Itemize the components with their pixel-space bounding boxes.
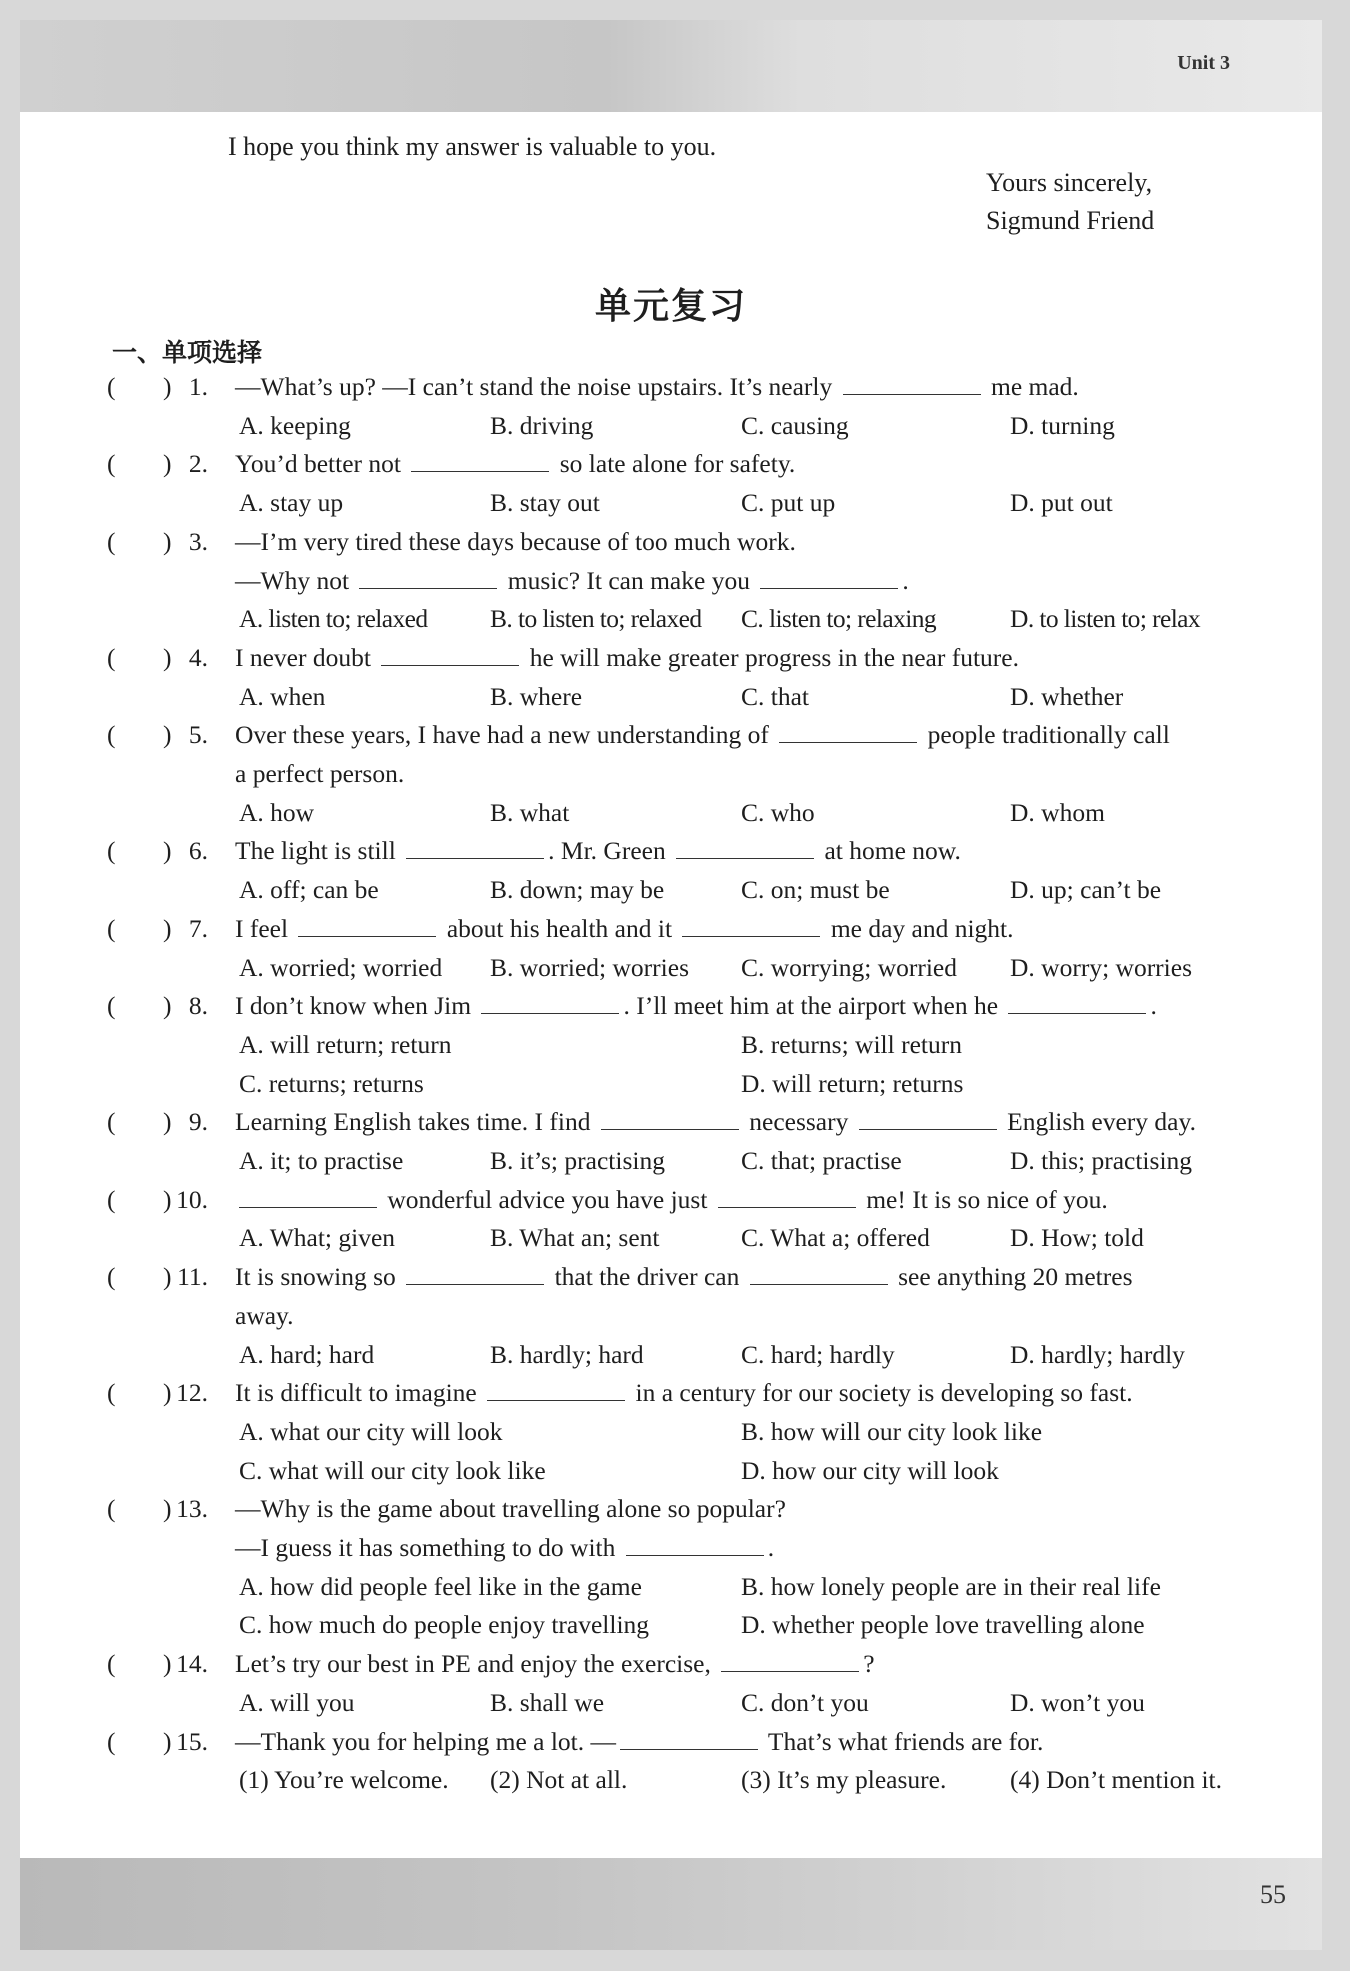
answer-blank[interactable] — [718, 1185, 856, 1208]
option-d: D. how our city will look — [741, 1455, 999, 1485]
question-text — [235, 991, 1157, 1021]
question-text — [235, 1107, 1196, 1137]
question-number: 13. — [176, 1494, 208, 1524]
option-2: B. what — [490, 797, 570, 827]
answer-blank[interactable] — [682, 914, 820, 937]
option-row — [20, 1456, 1322, 1495]
question-text-segment: English every day. — [1000, 1107, 1196, 1137]
question-number: 10. — [176, 1184, 208, 1214]
question-line — [20, 527, 1322, 566]
answer-blank[interactable] — [406, 836, 544, 859]
question-text-segment: . — [1150, 991, 1157, 1021]
option-2: B. to listen to; relaxed — [490, 604, 702, 634]
question-line — [20, 914, 1322, 953]
question-text-segment: music? It can make you — [501, 565, 757, 595]
question-number: 5. — [188, 720, 208, 750]
option-row — [20, 1417, 1322, 1456]
section-title: 单元复习 — [594, 286, 747, 327]
answer-bracket[interactable]: ( ) — [107, 1378, 172, 1408]
question-number: 3. — [188, 526, 208, 556]
question-line — [20, 566, 1322, 605]
question-text-segment: Let’s try our best in PE and enjoy the exercise, — [235, 1649, 718, 1679]
question-text-segment: . — [902, 565, 909, 595]
option-row — [20, 488, 1322, 527]
option-4: (4) Don’t mention it. — [1010, 1765, 1223, 1795]
question-text-segment: at home now. — [818, 836, 961, 866]
question-text — [235, 720, 1170, 750]
answer-bracket[interactable]: ( ) — [107, 720, 172, 750]
question-text — [235, 914, 1014, 944]
answer-blank[interactable] — [843, 372, 981, 395]
option-row — [20, 1340, 1322, 1379]
option-c: C. how much do people enjoy travelling — [239, 1610, 650, 1640]
option-1: (1) You’re welcome. — [239, 1765, 449, 1795]
letter-sign-off: Yours sincerely, — [986, 168, 1153, 197]
question-text — [235, 1378, 1133, 1408]
answer-blank[interactable] — [406, 1262, 544, 1285]
letter-closing-line: I hope you think my answer is valuable to you. — [228, 132, 717, 161]
option-1: A. it; to practise — [239, 1146, 404, 1175]
question-text — [235, 1727, 1043, 1757]
question-text-segment: he will make greater progress in the near future. — [523, 642, 1019, 672]
question-text — [235, 1262, 1133, 1292]
option-4: D. this; practising — [1010, 1146, 1193, 1175]
question-text-segment: me mad. — [984, 372, 1079, 401]
option-a: A. how did people feel like in the game — [239, 1571, 642, 1601]
question-text-segment: Learning English takes time. I find — [235, 1107, 597, 1137]
option-3: C. What a; offered — [741, 1223, 930, 1253]
option-4: D. up; can’t be — [1010, 875, 1162, 905]
question-text-segment: that the driver can — [548, 1262, 746, 1292]
answer-blank[interactable] — [1008, 991, 1146, 1014]
question-text-segment: I feel — [235, 913, 295, 943]
header-band-shadow — [20, 20, 1322, 112]
question-line — [20, 720, 1322, 759]
question-text-segment: people traditionally call — [921, 720, 1170, 750]
answer-bracket[interactable]: ( ) — [107, 1184, 172, 1214]
option-2: B. What an; sent — [490, 1223, 660, 1253]
option-3: C. causing — [741, 410, 849, 440]
option-2: B. stay out — [490, 488, 600, 518]
answer-blank[interactable] — [721, 1649, 859, 1672]
answer-blank[interactable] — [859, 1107, 997, 1130]
question-text-segment: so late alone for safety. — [553, 449, 796, 479]
option-2: B. worried; worries — [490, 952, 689, 982]
question-number: 9. — [188, 1107, 208, 1137]
option-1: A. worried; worried — [239, 952, 443, 982]
answer-blank[interactable] — [381, 643, 519, 666]
option-row — [20, 682, 1322, 721]
option-row — [20, 1146, 1322, 1185]
question-text — [235, 1649, 875, 1679]
question-text — [235, 643, 1019, 673]
question-text — [235, 1494, 786, 1524]
option-2: (2) Not at all. — [490, 1765, 628, 1795]
option-4: D. turning — [1010, 410, 1115, 440]
question-number: 7. — [188, 913, 208, 943]
answer-bracket[interactable]: ( ) — [107, 1262, 172, 1292]
question-text — [235, 1185, 1108, 1215]
answer-bracket[interactable]: ( ) — [107, 1649, 172, 1679]
question-text — [235, 372, 1079, 402]
option-d: D. whether people love travelling alone — [741, 1610, 1145, 1640]
option-4: D. won’t you — [1010, 1687, 1145, 1717]
option-d: D. will return; returns — [741, 1068, 964, 1098]
question-number: 2. — [188, 449, 208, 479]
option-2: B. down; may be — [490, 875, 665, 905]
question-text — [235, 1533, 774, 1563]
answer-bracket[interactable]: ( ) — [107, 449, 172, 479]
answer-blank[interactable] — [779, 720, 917, 743]
part-heading: 一、单项选择 — [112, 338, 263, 367]
answer-blank[interactable] — [626, 1533, 764, 1556]
question-text-segment: It is difficult to imagine — [235, 1378, 484, 1408]
option-c: C. returns; returns — [239, 1068, 424, 1098]
option-3: C. who — [741, 797, 815, 827]
answer-bracket[interactable]: ( ) — [107, 642, 172, 672]
question-number: 6. — [188, 836, 208, 866]
question-line — [20, 372, 1322, 411]
question-text-segment: —I guess it has something to do with — [235, 1533, 622, 1562]
option-3: C. put up — [741, 488, 836, 518]
option-1: A. will you — [239, 1687, 355, 1717]
answer-blank[interactable] — [760, 566, 898, 589]
option-4: D. hardly; hardly — [1010, 1339, 1185, 1369]
answer-blank[interactable] — [620, 1727, 758, 1750]
answer-blank[interactable] — [239, 1185, 377, 1208]
answer-blank[interactable] — [359, 566, 497, 589]
option-2: B. driving — [490, 410, 594, 440]
question-line — [20, 1649, 1322, 1688]
option-b: B. returns; will return — [741, 1029, 962, 1059]
option-3: C. worrying; worried — [741, 952, 958, 982]
question-line — [20, 1494, 1322, 1533]
question-line — [20, 1727, 1322, 1766]
question-text-segment: a perfect person. — [235, 759, 405, 788]
footer-band — [20, 1858, 1322, 1950]
question-text-segment: You’d better not — [235, 449, 408, 479]
unit-label: Unit 3 — [1177, 52, 1230, 74]
question-text-segment: me day and night. — [824, 913, 1014, 943]
option-row — [20, 1223, 1322, 1262]
answer-bracket[interactable]: ( ) — [107, 913, 172, 943]
option-1: A. stay up — [239, 488, 344, 518]
page-number: 55 — [1260, 1880, 1286, 1909]
question-text-segment: —Why is the game about travelling alone so popular? — [235, 1494, 786, 1524]
answer-bracket[interactable]: ( ) — [107, 526, 172, 556]
option-2: B. it’s; practising — [490, 1146, 665, 1175]
question-text-segment: —Thank you for helping me a lot. — — [235, 1726, 617, 1756]
question-number: 12. — [176, 1378, 208, 1408]
answer-bracket[interactable]: ( ) — [107, 991, 172, 1021]
option-row — [20, 411, 1322, 450]
option-4: D. whether — [1010, 681, 1124, 711]
option-b: B. how lonely people are in their real life — [741, 1571, 1161, 1601]
question-line — [20, 1107, 1322, 1146]
option-row — [20, 1765, 1322, 1804]
workbook-page — [20, 20, 1322, 1950]
option-4: D. worry; worries — [1010, 952, 1192, 982]
option-1: A. listen to; relaxed — [239, 604, 428, 634]
answer-bracket[interactable]: ( ) — [107, 1494, 172, 1524]
question-text-segment: . Mr. Green — [548, 836, 673, 866]
answer-bracket[interactable]: ( ) — [107, 372, 172, 401]
option-3: C. listen to; relaxing — [741, 604, 937, 634]
question-text-segment: away. — [235, 1300, 294, 1330]
question-text-segment: wonderful advice you have just — [381, 1184, 714, 1214]
question-text — [235, 759, 404, 789]
question-text — [235, 449, 795, 479]
option-a: A. will return; return — [239, 1029, 452, 1059]
option-row — [20, 1069, 1322, 1108]
question-text-segment: about his health and it — [440, 913, 679, 943]
question-number: 1. — [188, 372, 208, 401]
question-line — [20, 1262, 1322, 1301]
question-text-segment: —Why not — [235, 565, 356, 595]
answer-bracket[interactable]: ( ) — [107, 836, 172, 866]
option-1: A. off; can be — [239, 875, 379, 905]
option-b: B. how will our city look like — [741, 1416, 1043, 1446]
option-row — [20, 1572, 1322, 1611]
question-line — [20, 1378, 1322, 1417]
question-line — [20, 836, 1322, 875]
option-row — [20, 953, 1322, 992]
question-text-segment: me! It is so nice of you. — [859, 1184, 1108, 1214]
option-4: D. to listen to; relax — [1010, 604, 1201, 634]
question-text-segment: ? — [863, 1649, 875, 1679]
answer-blank[interactable] — [676, 836, 814, 859]
answer-blank[interactable] — [298, 914, 436, 937]
option-a: A. what our city will look — [239, 1416, 503, 1446]
question-text-segment: I never doubt — [235, 642, 378, 672]
question-text-segment: see anything 20 metres — [891, 1262, 1133, 1292]
option-row — [20, 604, 1322, 643]
answer-blank[interactable] — [750, 1262, 888, 1285]
question-text-segment: Over these years, I have had a new understanding of — [235, 720, 776, 750]
answer-blank[interactable] — [601, 1107, 739, 1130]
option-c: C. what will our city look like — [239, 1455, 546, 1485]
option-3: C. on; must be — [741, 875, 890, 905]
option-3: C. that — [741, 681, 809, 711]
option-1: A. hard; hard — [239, 1339, 375, 1369]
letter-signature: Sigmund Friend — [986, 206, 1155, 235]
question-text-segment: . I’ll meet him at the airport when he — [623, 991, 1005, 1021]
option-1: A. keeping — [239, 410, 351, 440]
option-4: D. How; told — [1010, 1223, 1144, 1253]
option-row — [20, 1030, 1322, 1069]
question-line — [20, 1185, 1322, 1224]
option-3: C. that; practise — [741, 1146, 902, 1175]
question-number: 4. — [188, 642, 208, 672]
option-4: D. whom — [1010, 797, 1105, 827]
answer-blank[interactable] — [487, 1378, 625, 1401]
question-text-segment: necessary — [742, 1107, 855, 1137]
option-3: (3) It’s my pleasure. — [741, 1765, 947, 1795]
answer-bracket[interactable]: ( ) — [107, 1726, 172, 1756]
question-number: 8. — [188, 991, 208, 1021]
option-4: D. put out — [1010, 488, 1113, 518]
question-text-segment: in a century for our society is developing so fast. — [629, 1378, 1133, 1408]
question-number: 15. — [176, 1726, 208, 1756]
question-text — [235, 527, 796, 557]
question-text-segment: . — [767, 1533, 775, 1562]
option-1: A. how — [239, 797, 315, 827]
question-text — [235, 566, 909, 596]
option-row — [20, 1610, 1322, 1649]
question-text-segment: —I’m very tired these days because of too much work. — [235, 526, 796, 556]
question-text-segment: I don’t know when Jim — [235, 991, 478, 1021]
question-text — [235, 1301, 294, 1331]
option-2: B. hardly; hard — [490, 1339, 644, 1369]
question-line — [20, 759, 1322, 798]
question-line — [20, 449, 1322, 488]
question-line — [20, 643, 1322, 682]
question-number: 11. — [177, 1262, 208, 1292]
option-2: B. shall we — [490, 1687, 605, 1717]
question-line — [20, 1301, 1322, 1340]
option-3: C. don’t you — [741, 1687, 869, 1717]
question-line — [20, 991, 1322, 1030]
option-row — [20, 1688, 1322, 1727]
option-row — [20, 798, 1322, 837]
question-text-segment: The light is still — [235, 836, 403, 866]
option-2: B. where — [490, 681, 583, 711]
answer-bracket[interactable]: ( ) — [107, 1107, 172, 1137]
question-line — [20, 1533, 1322, 1572]
answer-blank[interactable] — [481, 991, 619, 1014]
option-1: A. What; given — [239, 1223, 396, 1253]
question-number: 14. — [176, 1649, 208, 1679]
option-1: A. when — [239, 681, 326, 711]
answer-blank[interactable] — [411, 449, 549, 472]
question-text — [235, 836, 961, 866]
question-text-segment: That’s what friends are for. — [762, 1726, 1044, 1756]
question-text-segment: It is snowing so — [235, 1262, 403, 1292]
option-row — [20, 875, 1322, 914]
option-3: C. hard; hardly — [741, 1339, 895, 1369]
question-text-segment: —What’s up? —I can’t stand the noise upstairs. It’s nearly — [235, 372, 839, 401]
